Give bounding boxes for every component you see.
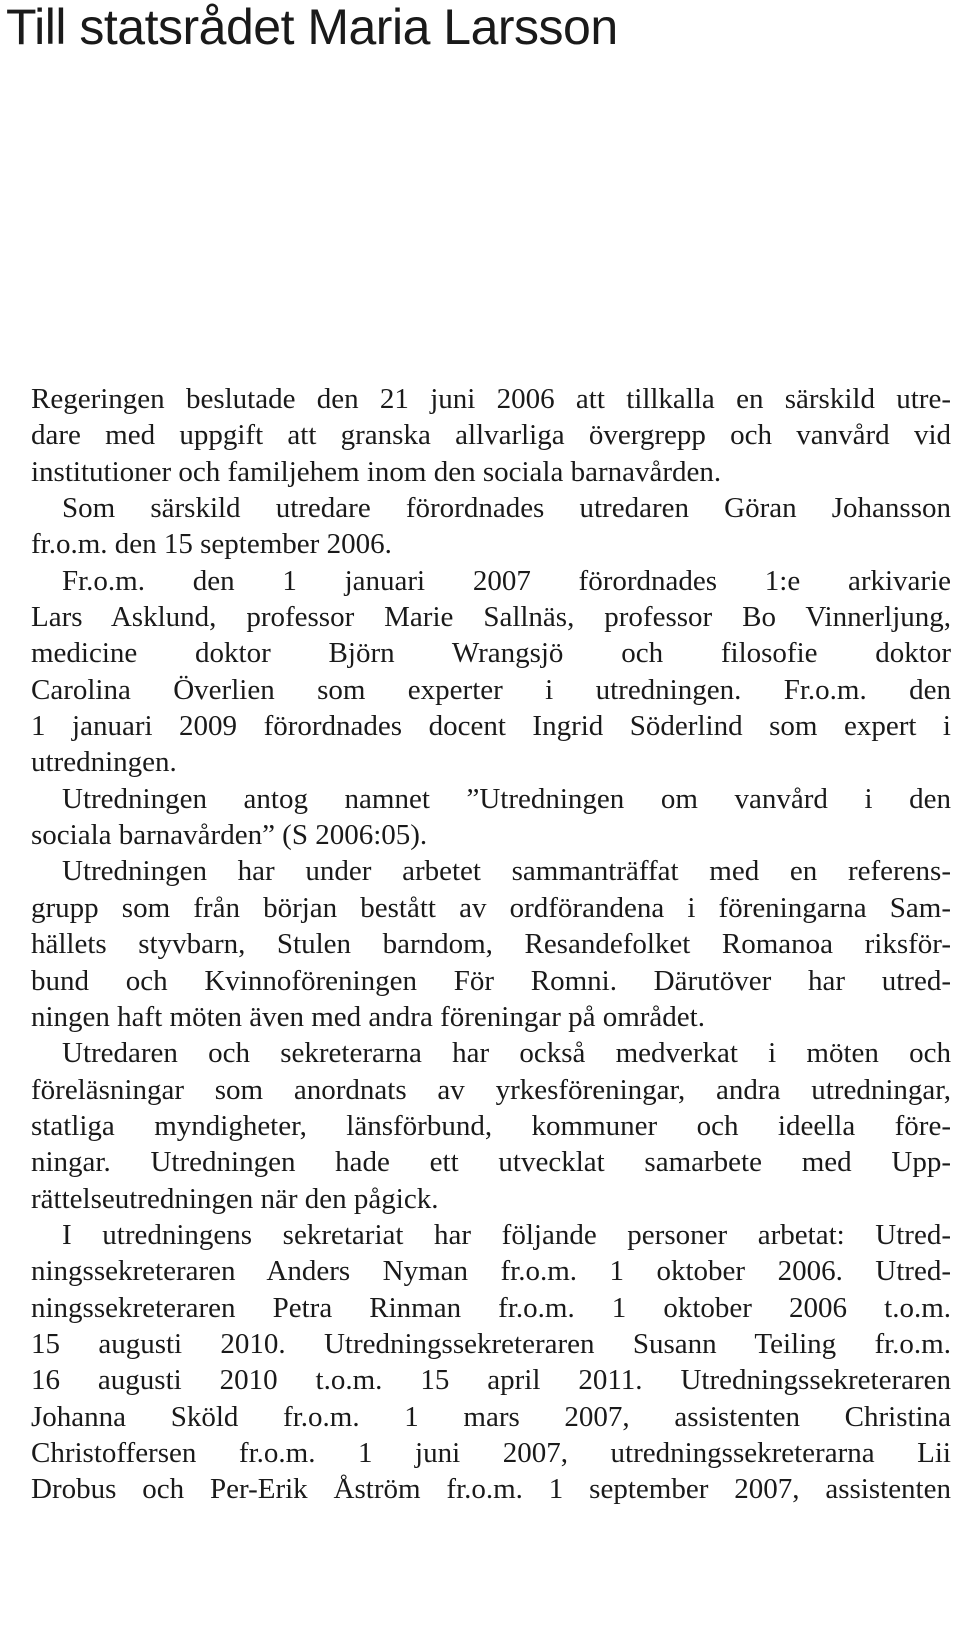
text-line: Utredningen antog namnet ”Utredningen om vanvård i den: [62, 782, 951, 815]
text-line: ningen haft möten även med andra föreningar på området.: [31, 1000, 705, 1033]
text-line: utredningen.: [31, 746, 177, 779]
text-line: Utredningen har under arbetet sammanträffat med en referens-: [62, 855, 951, 888]
page-title: Till statsrådet Maria Larsson: [6, 0, 618, 55]
text-line: Johanna Sköld fr.o.m. 1 mars 2007, assistenten Christina: [31, 1400, 951, 1433]
paragraph: [31, 781, 951, 854]
text-line: bund och Kvinnoföreningen För Romni. Därutöver har utred-: [31, 964, 951, 997]
text-line: Drobus och Per-Erik Åström fr.o.m. 1 september 2007, assistenten: [31, 1473, 951, 1506]
text-line: medicine doktor Björn Wrangsjö och filosofie doktor: [31, 637, 951, 670]
text-line: 1 januari 2009 förordnades docent Ingrid Söderlind som expert i: [31, 710, 951, 743]
text-line: hällets styvbarn, Stulen barndom, Resandefolket Romanoa riksför-: [31, 928, 951, 961]
text-line: I utredningens sekretariat har följande personer arbetat: Utred-: [62, 1218, 951, 1251]
text-line: rättelseutredningen när den pågick.: [31, 1182, 439, 1215]
text-line: dare med uppgift att granska allvarliga övergrepp och vanvård vid: [31, 419, 951, 452]
text-line: Fr.o.m. den 1 januari 2007 förordnades 1:e arkivarie: [62, 564, 951, 597]
text-line: sociala barnavården” (S 2006:05).: [31, 819, 428, 852]
text-line: ningssekreteraren Petra Rinman fr.o.m. 1 oktober 2006 t.o.m.: [31, 1291, 951, 1324]
text-line: statliga myndigheter, länsförbund, kommuner och ideella före-: [31, 1109, 951, 1142]
text-line: Som särskild utredare förordnades utredaren Göran Johansson: [62, 492, 951, 525]
text-line: 15 augusti 2010. Utredningssekreteraren Susann Teiling fr.o.m.: [31, 1327, 951, 1360]
text-line: ningssekreteraren Anders Nyman fr.o.m. 1 oktober 2006. Utred-: [31, 1255, 951, 1288]
paragraph: [31, 853, 951, 1035]
paragraph: [31, 563, 951, 781]
text-line: fr.o.m. den 15 september 2006.: [31, 528, 392, 561]
paragraph: [31, 1035, 951, 1217]
text-line: institutioner och familjehem inom den sociala barnavården.: [31, 455, 722, 488]
text-line: Lars Asklund, professor Marie Sallnäs, professor Bo Vinnerljung,: [31, 601, 951, 634]
paragraph: [31, 1217, 951, 1508]
text-line: Regeringen beslutade den 21 juni 2006 att tillkalla en särskild utre-: [31, 383, 951, 415]
text-line: föreläsningar som anordnats av yrkesföreningar, andra utredningar,: [31, 1073, 951, 1106]
text-line: ningar. Utredningen hade ett utvecklat samarbete med Upp-: [31, 1146, 951, 1179]
text-line: Carolina Överlien som experter i utredningen. Fr.o.m. den: [31, 673, 951, 706]
text-line: 16 augusti 2010 t.o.m. 15 april 2011. Utredningssekreteraren: [31, 1364, 951, 1397]
paragraph: [31, 381, 951, 490]
paragraph: [31, 490, 951, 563]
document-body: [31, 381, 951, 1508]
text-line: Utredaren och sekreterarna har också medverkat i möten och: [62, 1037, 951, 1070]
text-line: Christoffersen fr.o.m. 1 juni 2007, utredningssekreterarna Lii: [31, 1436, 951, 1469]
text-line: grupp som från början bestått av ordförandena i föreningarna Sam-: [31, 891, 951, 924]
